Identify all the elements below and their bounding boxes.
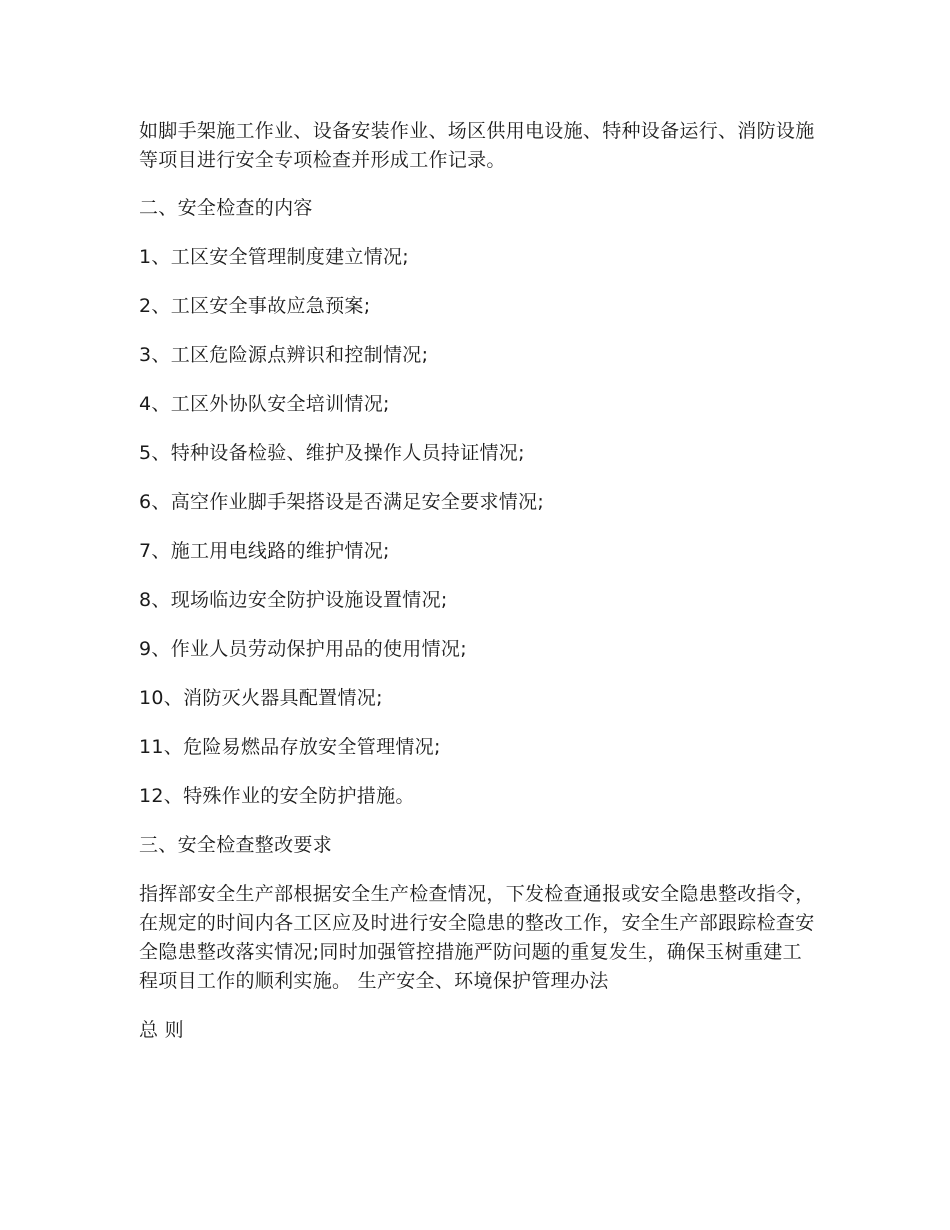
document-page bbox=[139, 117, 819, 1065]
list-item: 1、工区安全管理制度建立情况; bbox=[139, 246, 409, 268]
rectification-paragraph: 指挥部安全生产部根据安全生产检查情况，下发检查通报或安全隐患整改指令，在规定的时间内各工区应及时进行安全隐患的整改工作，安全生产部跟踪检查安全隐患整改落实情况;同时加强管控措施严防问题的重复发生，确保玉树重建工程项目工作的顺利实施。 生产安全、环境保护管理办法 bbox=[139, 883, 815, 992]
list-item: 7、施工用电线路的维护情况; bbox=[139, 540, 390, 562]
list-item: 11、危险易燃品存放安全管理情况; bbox=[139, 736, 441, 758]
list-item: 9、作业人员劳动保护用品的使用情况; bbox=[139, 638, 467, 660]
list-item: 2、工区安全事故应急预案; bbox=[139, 295, 371, 317]
section-three-heading: 三、安全检查整改要求 bbox=[139, 834, 333, 856]
intro-paragraph: 如脚手架施工作业、设备安装作业、场区供用电设施、特种设备运行、消防设施等项目进行安全专项检查并形成工作记录。 bbox=[139, 120, 815, 171]
list-item: 4、工区外协队安全培训情况; bbox=[139, 393, 390, 415]
list-item: 10、消防灭火器具配置情况; bbox=[139, 687, 383, 709]
list-item: 6、高空作业脚手架搭设是否满足安全要求情况; bbox=[139, 491, 545, 513]
section-two-heading: 二、安全检查的内容 bbox=[139, 197, 313, 219]
list-item: 3、工区危险源点辨识和控制情况; bbox=[139, 344, 429, 366]
list-item: 8、现场临边安全防护设施设置情况; bbox=[139, 589, 448, 611]
list-item: 12、特殊作业的安全防护措施。 bbox=[139, 785, 415, 807]
general-heading: 总 则 bbox=[139, 1019, 184, 1041]
list-item: 5、特种设备检验、维护及操作人员持证情况; bbox=[139, 442, 525, 464]
